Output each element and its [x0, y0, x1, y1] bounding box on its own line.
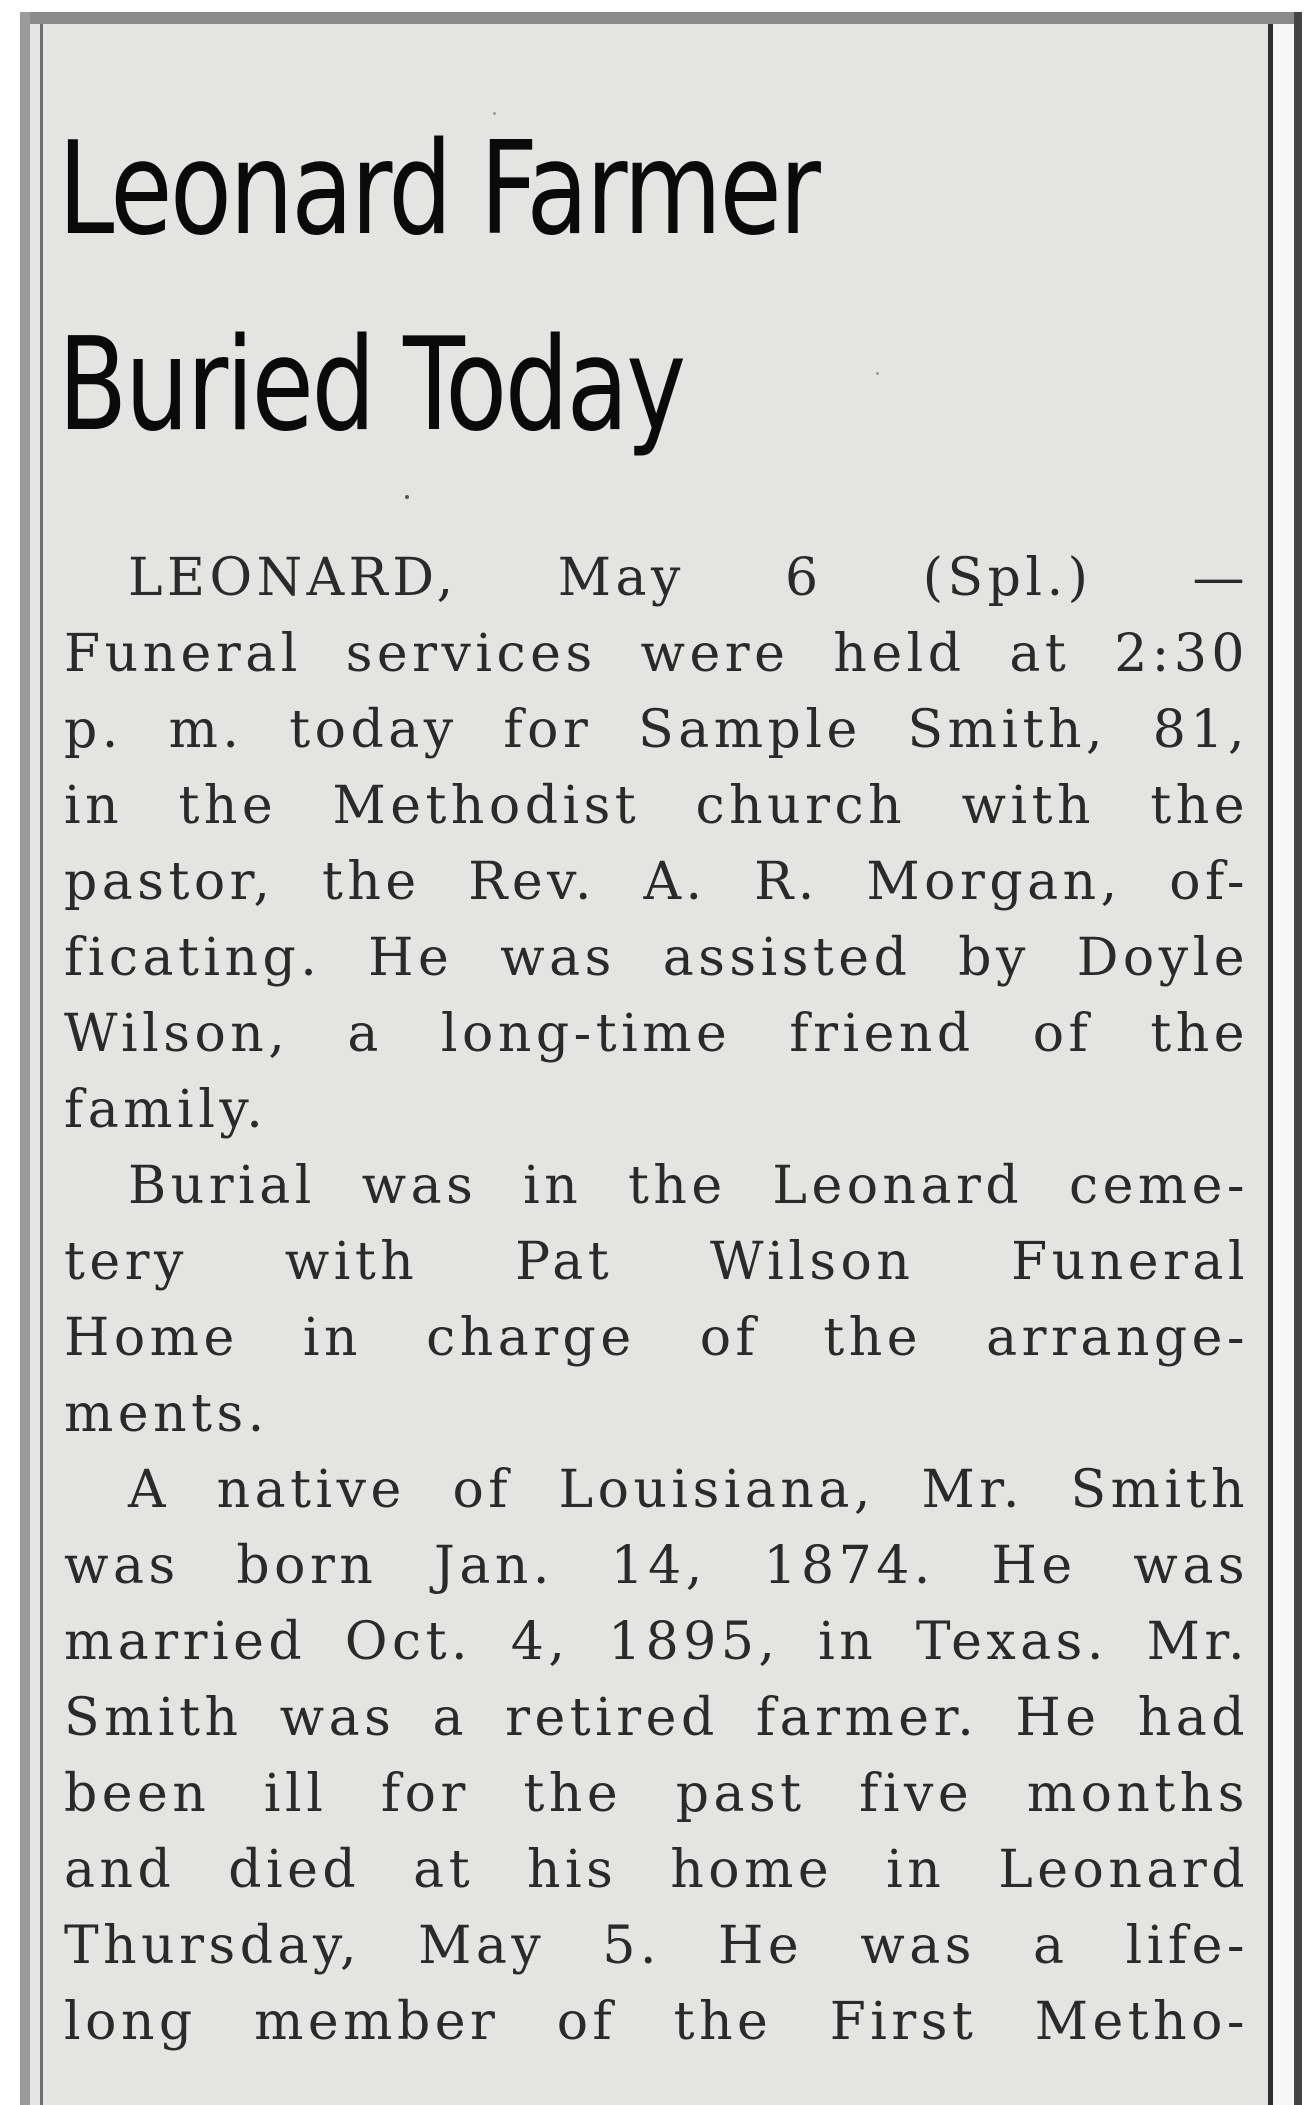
- article-line: family.: [64, 1080, 268, 1140]
- article-line: been ill for the past five months: [64, 1764, 1249, 1824]
- headline-line-2: Buried Today: [58, 311, 684, 460]
- article-line: p. m. today for Sample Smith, 81,: [64, 700, 1249, 760]
- right-margin: [1273, 24, 1295, 2105]
- print-speck: [876, 372, 879, 375]
- top-border: [20, 12, 1302, 24]
- article-line: pastor, the Rev. A. R. Morgan, of-: [64, 852, 1249, 912]
- article-line: Funeral services were held at 2:30: [64, 624, 1249, 684]
- print-speck: [405, 495, 409, 499]
- article-line: A native of Louisiana, Mr. Smith: [128, 1460, 1249, 1520]
- article-line: tery with Pat Wilson Funeral: [64, 1232, 1249, 1292]
- article-body: [64, 540, 1249, 2060]
- article-line: Thursday, May 5. He was a life-: [64, 1916, 1249, 1976]
- article-line: long member of the First Metho-: [64, 1992, 1249, 2052]
- headline: [58, 92, 927, 484]
- article-line: LEONARD, May 6 (Spl.) —: [128, 548, 1249, 608]
- article-line: Smith was a retired farmer. He had: [64, 1688, 1249, 1748]
- article-line: in the Methodist church with the: [64, 776, 1249, 836]
- article-line: Burial was in the Leonard ceme-: [128, 1156, 1249, 1216]
- left-shadow: [20, 12, 30, 2105]
- print-speck: [493, 112, 496, 115]
- article-line: Home in charge of the arrange-: [64, 1308, 1249, 1368]
- article-line: ments.: [64, 1384, 269, 1444]
- right-edge: [1294, 12, 1302, 2105]
- headline-line-1: Leonard Farmer: [58, 115, 819, 264]
- article-line: Wilson, a long-time friend of the: [64, 1004, 1249, 1064]
- article-line: ficating. He was assisted by Doyle: [64, 928, 1249, 988]
- article-line: and died at his home in Leonard: [64, 1840, 1249, 1900]
- left-column-rule: [40, 24, 43, 2105]
- article-line: married Oct. 4, 1895, in Texas. Mr.: [64, 1612, 1249, 1672]
- article-line: was born Jan. 14, 1874. He was: [64, 1536, 1249, 1596]
